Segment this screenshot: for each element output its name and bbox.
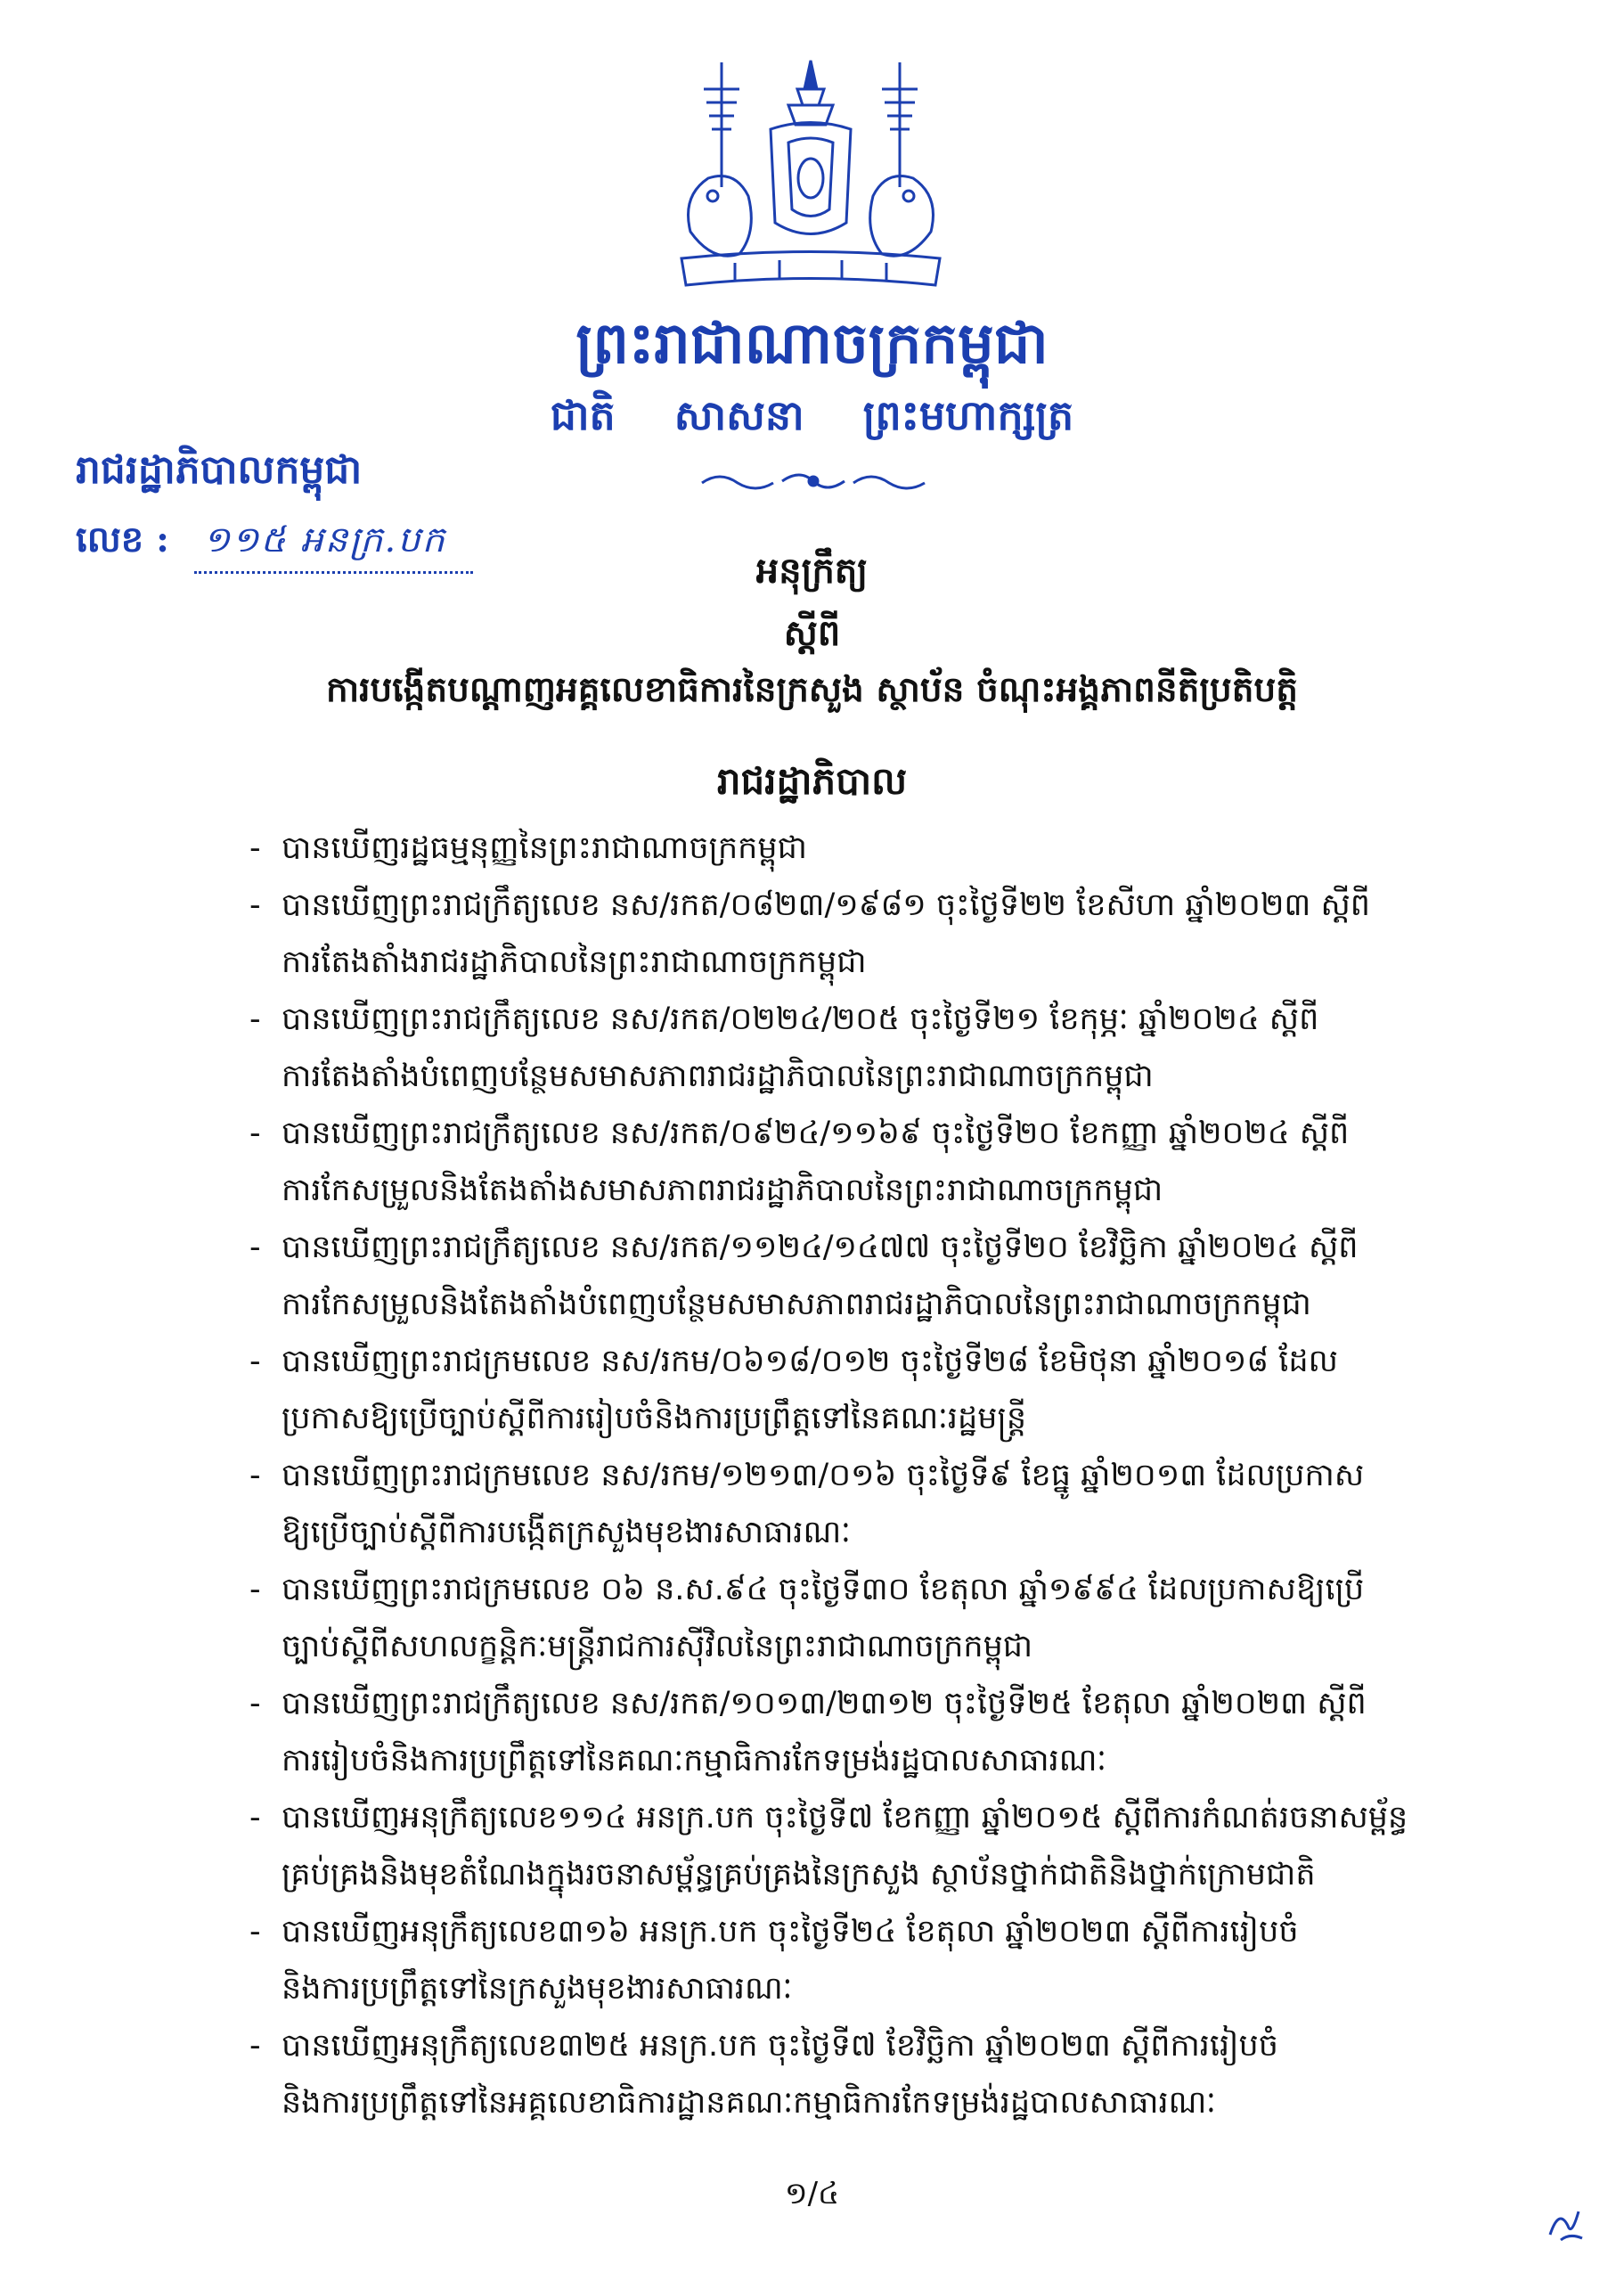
national-motto: ជាតិ សាសនា ព្រះមហាក្សត្រ xyxy=(550,391,1074,439)
list-item: - បានឃើញព្រះរាជក្រឹត្យលេខ នស/រកត/១១២៤/១៤៧៧ ចុះថ្ងៃទី២០ ខែវិច្ឆិកា ឆ្នាំ២០២៤ ស្ដីពី ការកែសម្រួលនិងតែងតាំងបំពេញបន្ថែមសមាសភាពរាជរដ្ឋាភិបាលនៃព្រះរាជាណាចក្រកម្ពុជា xyxy=(249,1230,1359,1322)
page-number: ១/៤ xyxy=(784,2176,840,2212)
list-item: - បានឃើញរដ្ឋធម្មនុញ្ញនៃព្រះរាជាណាចក្រកម្ពុជា xyxy=(249,830,807,866)
decorative-divider-ornament xyxy=(693,463,934,499)
document-subject: ការបង្កើតបណ្ដាញអគ្គលេខាធិការនៃក្រសួង ស្ថាប័ន ចំណុះអង្គភាពនីតិប្រតិបត្តិ xyxy=(325,670,1299,710)
document-type-title: អនុក្រឹត្យ xyxy=(755,551,869,592)
list-item: - បានឃើញព្រះរាជក្រឹត្យលេខ នស/រកត/០២២៤/២០៥ ចុះថ្ងៃទី២១ ខែកុម្ភៈ ឆ្នាំ២០២៤ ស្ដីពី ការតែងតាំងបំពេញបន្ថែមសមាសភាពរាជរដ្ឋាភិបាលនៃព្រះរាជាណាចក្រកម្ពុជា xyxy=(249,1002,1319,1094)
title-about: ស្ដីពី xyxy=(783,613,841,654)
preamble-list xyxy=(249,820,1479,2131)
issuer-heading: រាជរដ្ឋាភិបាល xyxy=(716,759,908,803)
government-name: រាជរដ្ឋាភិបាលកម្ពុជា xyxy=(76,447,363,493)
handwritten-initial-signature xyxy=(1543,2199,1587,2248)
list-item: - បានឃើញព្រះរាជក្រឹត្យលេខ នស/រកត/០៨២៣/១៩៨១ ចុះថ្ងៃទី២២ ខែសីហា ឆ្នាំ២០២៣ ស្ដីពី ការតែងតាំងរាជរដ្ឋាភិបាលនៃព្រះរាជាណាចក្រកម្ពុជា xyxy=(249,887,1371,980)
list-item: - បានឃើញព្រះរាជក្រមលេខ ០៦ ន.ស.៩៤ ចុះថ្ងៃទី៣០ ខែតុលា ឆ្នាំ១៩៩៤ ដែលប្រកាសឱ្យប្រើ ច្បាប់ស្ដីពីសហលក្ខន្តិកៈមន្ត្រីរាជការស៊ីវិលនៃព្រះរាជាណាចក្រកម្ពុជា xyxy=(249,1572,1365,1664)
list-item: - បានឃើញព្រះរាជក្រមលេខ នស/រកម/០៦១៨/០១២ ចុះថ្ងៃទី២៨ ខែមិថុនា ឆ្នាំ២០១៨ ដែល ប្រកាសឱ្យប្រើច្បាប់ស្ដីពីការរៀបចំនិងការប្រព្រឹត្តទៅនៃគណៈរដ្ឋមន្ត្រី xyxy=(249,1344,1338,1436)
list-item: - បានឃើញអនុក្រឹត្យលេខ១១៤ អនក្រ.បក ចុះថ្ងៃទី៧ ខែកញ្ញា ឆ្នាំ២០១៥ ស្ដីពីការកំណត់រចនាសម្ព័ន្ធ គ្រប់គ្រងនិងមុខតំណែងក្នុងរចនាសម្ព័ន្ធគ្រប់គ្រងនៃក្រសួង ស្ថាប័នថ្នាក់ជាតិនិងថ្នាក់ក្រោមជាតិ xyxy=(249,1800,1408,1893)
list-item: - បានឃើញព្រះរាជក្រមលេខ នស/រកម/១២១៣/០១៦ ចុះថ្ងៃទី៩ ខែធ្នូ ឆ្នាំ២០១៣ ដែលប្រកាស ឱ្យប្រើច្បាប់ស្ដីពីការបង្កើតក្រសួងមុខងារសាធារណៈ xyxy=(249,1458,1365,1550)
royal-coat-of-arms-emblem xyxy=(664,53,958,294)
list-item: - បានឃើញព្រះរាជក្រឹត្យលេខ នស/រកត/០៩២៤/១១៦៩ ចុះថ្ងៃទី២០ ខែកញ្ញា ឆ្នាំ២០២៤ ស្ដីពី ការកែសម្រួលនិងតែងតាំងសមាសភាពរាជរដ្ឋាភិបាលនៃព្រះរាជាណាចក្រកម្ពុជា xyxy=(249,1116,1350,1208)
list-item: - បានឃើញអនុក្រឹត្យលេខ៣១៦ អនក្រ.បក ចុះថ្ងៃទី២៤ ខែតុលា ឆ្នាំ២០២៣ ស្ដីពីការរៀបចំ និងការប្រព្រឹត្តទៅនៃក្រសួងមុខងារសាធារណៈ xyxy=(249,1914,1299,2007)
reference-number-value: ១១៥ អនក្រ.បក xyxy=(194,517,473,574)
list-item: - បានឃើញព្រះរាជក្រឹត្យលេខ នស/រកត/១០១៣/២៣១២ ចុះថ្ងៃទី២៥ ខែតុលា ឆ្នាំ២០២៣ ស្ដីពី ការរៀបចំនិងការប្រព្រឹត្តទៅនៃគណៈកម្មាធិការកែទម្រង់រដ្ឋបាលសាធារណៈ xyxy=(249,1686,1367,1778)
reference-label: លេខ : xyxy=(76,519,169,560)
list-item: - បានឃើញអនុក្រឹត្យលេខ៣២៥ អនក្រ.បក ចុះថ្ងៃទី៧ ខែវិច្ឆិកា ឆ្នាំ២០២៣ ស្ដីពីការរៀបចំ និងការប្រព្រឹត្តទៅនៃអគ្គលេខាធិការដ្ឋានគណៈកម្មាធិការកែទម្រង់រដ្ឋបាលសាធារណៈ xyxy=(249,2028,1278,2121)
kingdom-name: ព្រះរាជាណាចក្រកម្ពុជា xyxy=(575,310,1049,377)
